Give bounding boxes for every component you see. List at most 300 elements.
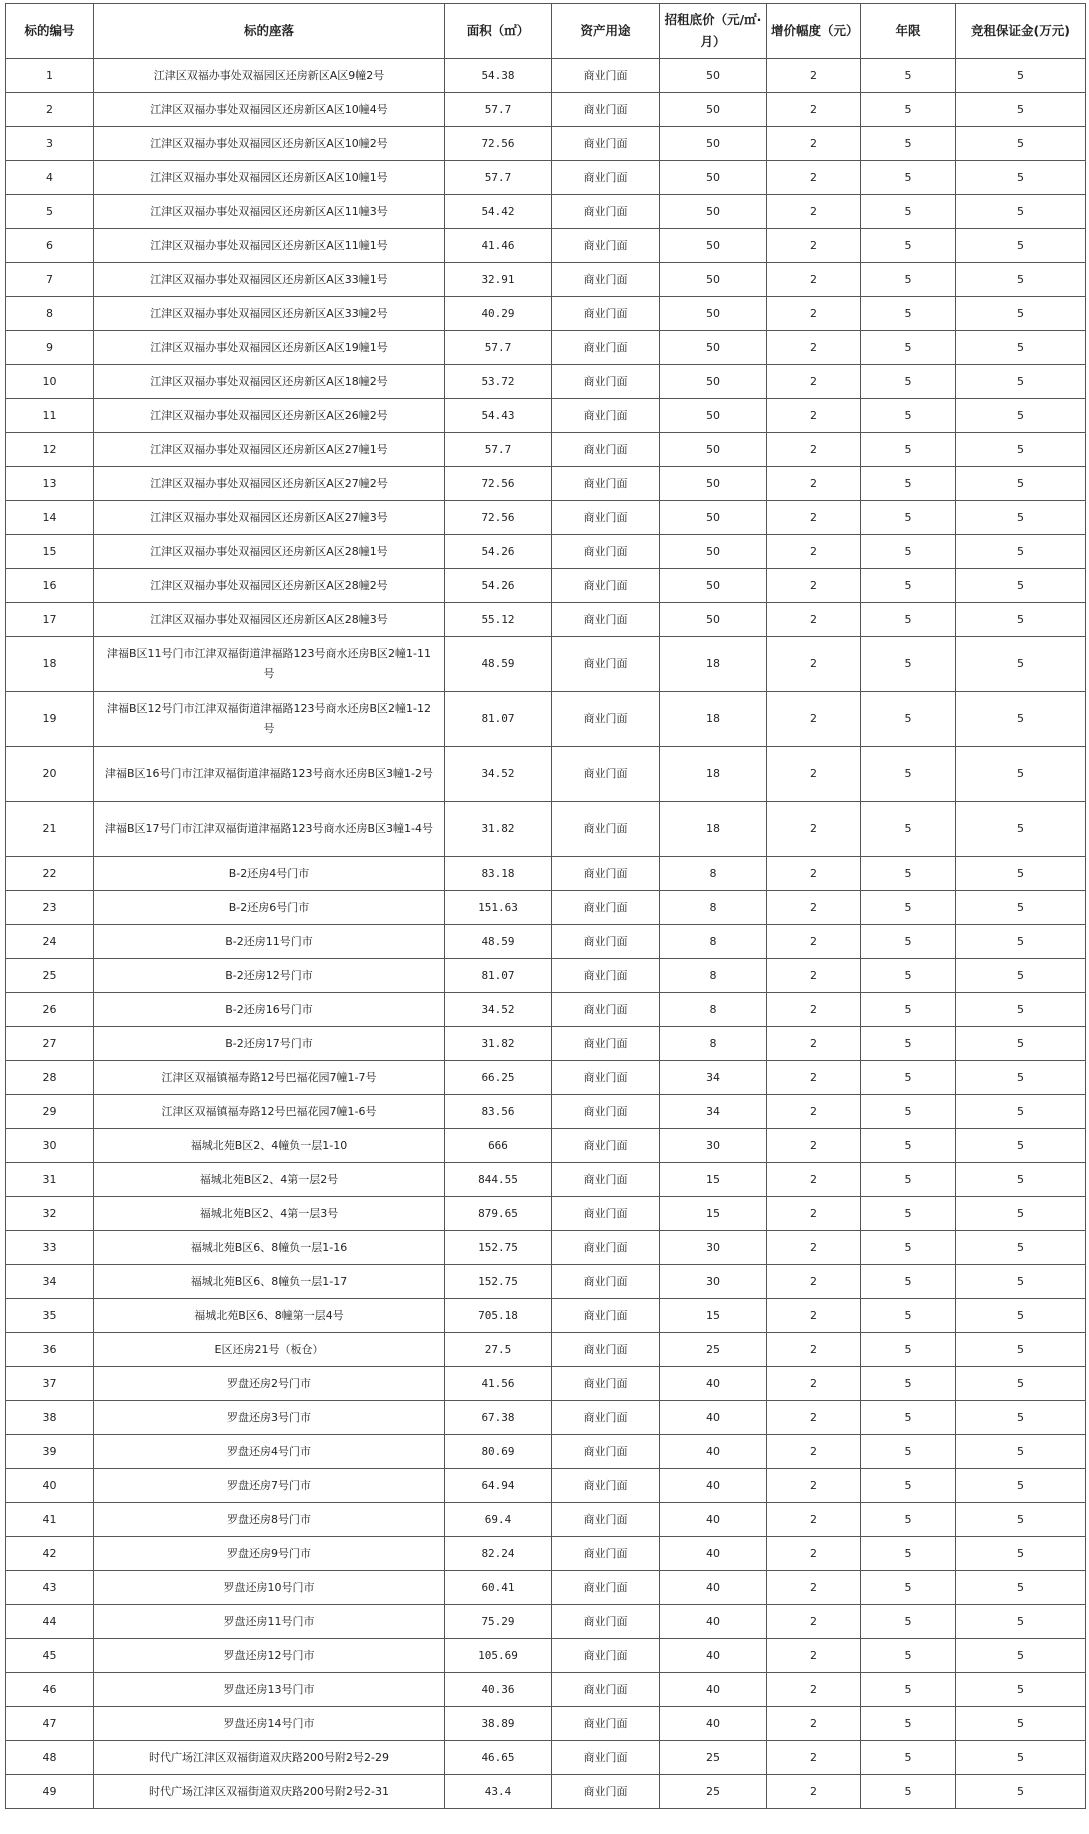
cell-location: 罗盘还房3号门市 [94,1401,445,1435]
cell-increment: 2 [767,1061,861,1095]
cell-id: 2 [6,93,94,127]
cell-deposit: 5 [956,1503,1086,1537]
cell-price: 15 [660,1197,767,1231]
cell-id: 45 [6,1639,94,1673]
cell-use: 商业门面 [552,195,660,229]
cell-years: 5 [861,802,956,857]
cell-price: 50 [660,195,767,229]
cell-increment: 2 [767,891,861,925]
cell-price: 25 [660,1775,767,1809]
cell-deposit: 5 [956,1197,1086,1231]
cell-location: 江津区双福办事处双福园区还房新区A区10幢1号 [94,161,445,195]
cell-area: 54.42 [445,195,552,229]
cell-use: 商业门面 [552,1469,660,1503]
cell-deposit: 5 [956,1231,1086,1265]
cell-id: 15 [6,535,94,569]
cell-price: 50 [660,501,767,535]
cell-location: 罗盘还房7号门市 [94,1469,445,1503]
cell-price: 50 [660,569,767,603]
cell-id: 4 [6,161,94,195]
cell-increment: 2 [767,331,861,365]
cell-price: 8 [660,1027,767,1061]
cell-increment: 2 [767,692,861,747]
cell-price: 50 [660,59,767,93]
cell-id: 13 [6,467,94,501]
cell-use: 商业门面 [552,637,660,692]
cell-deposit: 5 [956,802,1086,857]
table-row [6,1435,1086,1469]
table-row [6,1741,1086,1775]
table-row [6,1095,1086,1129]
cell-use: 商业门面 [552,1435,660,1469]
cell-id: 26 [6,993,94,1027]
table-row [6,195,1086,229]
cell-location: 福城北苑B区6、8幢第一层4号 [94,1299,445,1333]
cell-area: 48.59 [445,925,552,959]
cell-deposit: 5 [956,1605,1086,1639]
cell-years: 5 [861,1027,956,1061]
cell-area: 151.63 [445,891,552,925]
cell-use: 商业门面 [552,59,660,93]
table-row [6,1571,1086,1605]
cell-id: 31 [6,1163,94,1197]
cell-increment: 2 [767,925,861,959]
cell-price: 18 [660,747,767,802]
cell-price: 40 [660,1469,767,1503]
cell-location: 罗盘还房10号门市 [94,1571,445,1605]
rental-listing-table [5,3,1086,1809]
cell-area: 666 [445,1129,552,1163]
table-row [6,263,1086,297]
cell-area: 38.89 [445,1707,552,1741]
cell-increment: 2 [767,365,861,399]
cell-increment: 2 [767,195,861,229]
cell-price: 40 [660,1401,767,1435]
cell-deposit: 5 [956,1299,1086,1333]
cell-id: 42 [6,1537,94,1571]
cell-id: 37 [6,1367,94,1401]
cell-price: 8 [660,891,767,925]
cell-location: 江津区双福办事处双福园区还房新区A区27幢2号 [94,467,445,501]
cell-deposit: 5 [956,297,1086,331]
table-row [6,1503,1086,1537]
cell-deposit: 5 [956,1469,1086,1503]
table-row [6,399,1086,433]
cell-increment: 2 [767,1129,861,1163]
cell-location: 江津区双福办事处双福园区还房新区A区10幢4号 [94,93,445,127]
cell-area: 64.94 [445,1469,552,1503]
cell-increment: 2 [767,1265,861,1299]
cell-increment: 2 [767,993,861,1027]
table-row [6,467,1086,501]
cell-price: 8 [660,993,767,1027]
cell-deposit: 5 [956,127,1086,161]
cell-years: 5 [861,857,956,891]
table-row [6,925,1086,959]
cell-use: 商业门面 [552,229,660,263]
cell-location: 江津区双福办事处双福园区还房新区A区28幢3号 [94,603,445,637]
header-location: 标的座落 [94,4,445,59]
cell-increment: 2 [767,1435,861,1469]
cell-years: 5 [861,1231,956,1265]
header-price: 招租底价（元/㎡·月） [660,4,767,59]
cell-id: 16 [6,569,94,603]
cell-increment: 2 [767,1707,861,1741]
cell-price: 50 [660,365,767,399]
cell-id: 11 [6,399,94,433]
cell-price: 40 [660,1537,767,1571]
cell-increment: 2 [767,1163,861,1197]
cell-use: 商业门面 [552,1265,660,1299]
table-row [6,1673,1086,1707]
cell-id: 36 [6,1333,94,1367]
cell-use: 商业门面 [552,1401,660,1435]
cell-years: 5 [861,1299,956,1333]
cell-area: 57.7 [445,93,552,127]
cell-location: B-2还房16号门市 [94,993,445,1027]
cell-increment: 2 [767,1639,861,1673]
cell-id: 22 [6,857,94,891]
cell-increment: 2 [767,1367,861,1401]
cell-increment: 2 [767,535,861,569]
cell-use: 商业门面 [552,747,660,802]
cell-years: 5 [861,501,956,535]
header-row [6,4,1086,59]
cell-deposit: 5 [956,1707,1086,1741]
table-row [6,1707,1086,1741]
cell-deposit: 5 [956,535,1086,569]
cell-increment: 2 [767,399,861,433]
cell-price: 50 [660,331,767,365]
cell-location: 罗盘还房8号门市 [94,1503,445,1537]
cell-years: 5 [861,1265,956,1299]
cell-years: 5 [861,1741,956,1775]
cell-location: 福城北苑B区2、4第一层3号 [94,1197,445,1231]
header-use: 资产用途 [552,4,660,59]
cell-id: 48 [6,1741,94,1775]
cell-id: 41 [6,1503,94,1537]
table-row [6,161,1086,195]
cell-location: 江津区双福办事处双福园区还房新区A区26幢2号 [94,399,445,433]
cell-years: 5 [861,1435,956,1469]
table-row [6,1605,1086,1639]
table-row [6,59,1086,93]
cell-area: 34.52 [445,747,552,802]
cell-deposit: 5 [956,1061,1086,1095]
cell-increment: 2 [767,127,861,161]
table-row [6,891,1086,925]
cell-area: 54.26 [445,535,552,569]
table-row [6,857,1086,891]
table-row [6,1639,1086,1673]
table-row [6,501,1086,535]
cell-location: 福城北苑B区6、8幢负一层1-17 [94,1265,445,1299]
cell-years: 5 [861,1061,956,1095]
cell-deposit: 5 [956,365,1086,399]
cell-id: 9 [6,331,94,365]
cell-location: 津福B区11号门市江津双福街道津福路123号商水还房B区2幢1-11号 [94,637,445,692]
cell-years: 5 [861,399,956,433]
table-row [6,603,1086,637]
cell-id: 39 [6,1435,94,1469]
cell-use: 商业门面 [552,569,660,603]
cell-increment: 2 [767,1469,861,1503]
cell-area: 40.29 [445,297,552,331]
cell-location: 江津区双福办事处双福园区还房新区A区11幢1号 [94,229,445,263]
cell-deposit: 5 [956,1537,1086,1571]
cell-price: 50 [660,127,767,161]
cell-deposit: 5 [956,1673,1086,1707]
cell-area: 105.69 [445,1639,552,1673]
table-row [6,1299,1086,1333]
cell-use: 商业门面 [552,1367,660,1401]
cell-use: 商业门面 [552,1027,660,1061]
cell-deposit: 5 [956,1639,1086,1673]
cell-increment: 2 [767,1571,861,1605]
cell-area: 67.38 [445,1401,552,1435]
cell-id: 28 [6,1061,94,1095]
table-row [6,1469,1086,1503]
cell-years: 5 [861,993,956,1027]
cell-years: 5 [861,161,956,195]
cell-id: 40 [6,1469,94,1503]
cell-increment: 2 [767,857,861,891]
table-row [6,747,1086,802]
cell-years: 5 [861,747,956,802]
cell-deposit: 5 [956,1163,1086,1197]
cell-price: 15 [660,1163,767,1197]
cell-id: 5 [6,195,94,229]
cell-area: 83.18 [445,857,552,891]
cell-location: B-2还房17号门市 [94,1027,445,1061]
cell-location: 江津区双福办事处双福园区还房新区A区9幢2号 [94,59,445,93]
cell-use: 商业门面 [552,1197,660,1231]
cell-id: 30 [6,1129,94,1163]
cell-years: 5 [861,1469,956,1503]
cell-deposit: 5 [956,399,1086,433]
cell-price: 40 [660,1367,767,1401]
cell-use: 商业门面 [552,1129,660,1163]
cell-area: 41.56 [445,1367,552,1401]
cell-id: 19 [6,692,94,747]
cell-deposit: 5 [956,195,1086,229]
cell-id: 23 [6,891,94,925]
cell-area: 879.65 [445,1197,552,1231]
cell-location: 罗盘还房2号门市 [94,1367,445,1401]
cell-location: 罗盘还房13号门市 [94,1673,445,1707]
cell-location: B-2还房6号门市 [94,891,445,925]
cell-use: 商业门面 [552,959,660,993]
cell-use: 商业门面 [552,1333,660,1367]
cell-area: 82.24 [445,1537,552,1571]
cell-area: 152.75 [445,1265,552,1299]
cell-location: 福城北苑B区6、8幢负一层1-16 [94,1231,445,1265]
cell-id: 7 [6,263,94,297]
cell-deposit: 5 [956,1095,1086,1129]
cell-price: 34 [660,1095,767,1129]
cell-deposit: 5 [956,747,1086,802]
table-row [6,1265,1086,1299]
cell-id: 14 [6,501,94,535]
cell-increment: 2 [767,1503,861,1537]
cell-location: 江津区双福办事处双福园区还房新区A区19幢1号 [94,331,445,365]
cell-use: 商业门面 [552,1639,660,1673]
cell-price: 40 [660,1639,767,1673]
table-row [6,1401,1086,1435]
table-row [6,1775,1086,1809]
cell-location: 福城北苑B区2、4第一层2号 [94,1163,445,1197]
header-increment: 增价幅度（元） [767,4,861,59]
cell-use: 商业门面 [552,1707,660,1741]
cell-increment: 2 [767,1741,861,1775]
cell-use: 商业门面 [552,925,660,959]
cell-years: 5 [861,297,956,331]
cell-area: 41.46 [445,229,552,263]
cell-id: 27 [6,1027,94,1061]
cell-years: 5 [861,535,956,569]
cell-area: 57.7 [445,433,552,467]
cell-years: 5 [861,603,956,637]
cell-deposit: 5 [956,891,1086,925]
table-row [6,229,1086,263]
cell-use: 商业门面 [552,365,660,399]
cell-increment: 2 [767,1231,861,1265]
cell-years: 5 [861,127,956,161]
cell-id: 29 [6,1095,94,1129]
cell-deposit: 5 [956,1435,1086,1469]
cell-years: 5 [861,891,956,925]
cell-use: 商业门面 [552,692,660,747]
cell-deposit: 5 [956,93,1086,127]
cell-years: 5 [861,1605,956,1639]
cell-use: 商业门面 [552,1299,660,1333]
cell-area: 80.69 [445,1435,552,1469]
cell-years: 5 [861,467,956,501]
cell-id: 21 [6,802,94,857]
cell-area: 844.55 [445,1163,552,1197]
cell-years: 5 [861,925,956,959]
table-row [6,637,1086,692]
cell-increment: 2 [767,297,861,331]
cell-increment: 2 [767,1197,861,1231]
cell-area: 40.36 [445,1673,552,1707]
cell-deposit: 5 [956,501,1086,535]
cell-increment: 2 [767,1605,861,1639]
cell-years: 5 [861,1367,956,1401]
cell-id: 12 [6,433,94,467]
cell-area: 48.59 [445,637,552,692]
cell-deposit: 5 [956,1367,1086,1401]
cell-price: 40 [660,1571,767,1605]
cell-use: 商业门面 [552,501,660,535]
cell-years: 5 [861,93,956,127]
cell-use: 商业门面 [552,399,660,433]
cell-use: 商业门面 [552,1095,660,1129]
cell-price: 40 [660,1435,767,1469]
cell-area: 72.56 [445,127,552,161]
cell-use: 商业门面 [552,1163,660,1197]
table-row [6,802,1086,857]
cell-price: 40 [660,1503,767,1537]
table-row [6,127,1086,161]
cell-increment: 2 [767,1299,861,1333]
cell-years: 5 [861,1129,956,1163]
cell-use: 商业门面 [552,891,660,925]
rental-listing-sheet [5,3,1085,1809]
cell-id: 44 [6,1605,94,1639]
cell-location: B-2还房4号门市 [94,857,445,891]
header-id: 标的编号 [6,4,94,59]
cell-deposit: 5 [956,569,1086,603]
cell-years: 5 [861,331,956,365]
cell-years: 5 [861,637,956,692]
cell-location: 福城北苑B区2、4幢负一层1-10 [94,1129,445,1163]
cell-years: 5 [861,1333,956,1367]
table-body [6,59,1086,1809]
cell-years: 5 [861,59,956,93]
cell-years: 5 [861,569,956,603]
table-row [6,365,1086,399]
cell-increment: 2 [767,747,861,802]
cell-location: 罗盘还房4号门市 [94,1435,445,1469]
cell-id: 25 [6,959,94,993]
cell-id: 20 [6,747,94,802]
cell-use: 商业门面 [552,535,660,569]
cell-id: 6 [6,229,94,263]
cell-id: 1 [6,59,94,93]
cell-years: 5 [861,195,956,229]
cell-use: 商业门面 [552,1775,660,1809]
cell-location: 江津区双福办事处双福园区还房新区A区28幢2号 [94,569,445,603]
cell-location: 津福B区12号门市江津双福街道津福路123号商水还房B区2幢1-12号 [94,692,445,747]
cell-price: 30 [660,1129,767,1163]
header-years: 年限 [861,4,956,59]
cell-price: 25 [660,1333,767,1367]
cell-years: 5 [861,1639,956,1673]
cell-price: 50 [660,229,767,263]
cell-area: 705.18 [445,1299,552,1333]
cell-years: 5 [861,433,956,467]
cell-id: 8 [6,297,94,331]
cell-price: 50 [660,297,767,331]
cell-use: 商业门面 [552,127,660,161]
cell-location: 江津区双福办事处双福园区还房新区A区27幢1号 [94,433,445,467]
cell-price: 18 [660,802,767,857]
cell-years: 5 [861,1163,956,1197]
cell-id: 34 [6,1265,94,1299]
cell-price: 30 [660,1265,767,1299]
cell-location: 时代广场江津区双福街道双庆路200号附2号2-31 [94,1775,445,1809]
cell-id: 49 [6,1775,94,1809]
cell-deposit: 5 [956,1333,1086,1367]
cell-location: 罗盘还房14号门市 [94,1707,445,1741]
cell-increment: 2 [767,501,861,535]
table-row [6,433,1086,467]
cell-location: 江津区双福镇福寿路12号巴福花园7幢1-7号 [94,1061,445,1095]
cell-use: 商业门面 [552,297,660,331]
cell-area: 83.56 [445,1095,552,1129]
cell-area: 57.7 [445,331,552,365]
cell-years: 5 [861,263,956,297]
cell-increment: 2 [767,1673,861,1707]
cell-increment: 2 [767,603,861,637]
table-row [6,569,1086,603]
cell-years: 5 [861,1673,956,1707]
cell-price: 30 [660,1231,767,1265]
cell-increment: 2 [767,467,861,501]
cell-deposit: 5 [956,1401,1086,1435]
cell-use: 商业门面 [552,1231,660,1265]
